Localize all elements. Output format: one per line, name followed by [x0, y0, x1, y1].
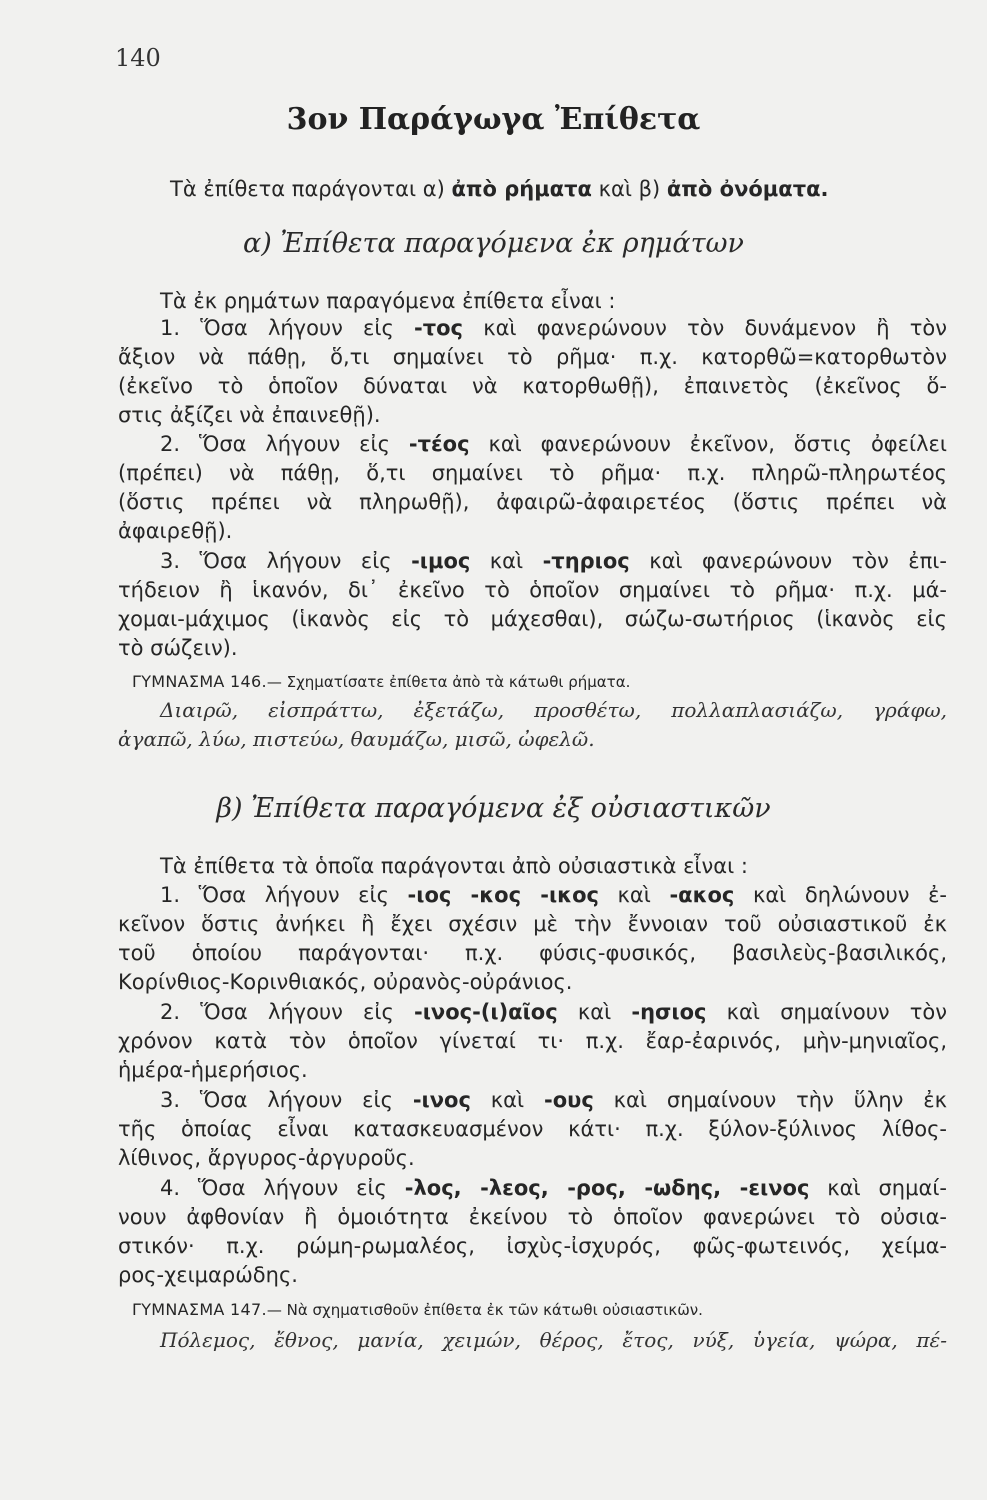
b-item2-line2: χρόνον κατὰ τὸν ὁποῖον γίνεταί τι· π.χ. ἔαρ-ἐαρινός, μὴν-μηνιαῖος, [118, 1029, 947, 1053]
a-item1-line1: 1. Ὅσα λήγουν εἰς -τος καὶ φανερώνουν τὸν δυνάμενον ἢ τὸν [160, 316, 947, 340]
section-b-heading: β) Ἐπίθετα παραγόμενα ἐξ οὐσιαστικῶν [216, 793, 771, 824]
a-item3-line2: τήδειον ἢ ἱκανόν, δι᾿ ἐκεῖνο τὸ ὁποῖον σημαίνει τὸ ρῆμα· π.χ. μά- [118, 578, 947, 602]
exercise-146-line1: Διαιρῶ, εἰσπράττω, ἐξετάζω, προσθέτω, πολλαπλασιάζω, γράφω, [160, 698, 947, 722]
b-item1-line2: κεῖνον ὅστις ἀνήκει ἢ ἔχει σχέσιν μὲ τὴν ἔννοιαν τοῦ οὐσιαστικοῦ ἐκ [118, 912, 947, 936]
a-item2-line1: 2. Ὅσα λήγουν εἰς -τέος καὶ φανερώνουν ἐκεῖνον, ὅστις ὀφείλει [160, 432, 947, 456]
intro-line: Τὰ ἐπίθετα παράγονται α) ἀπὸ ρήματα καὶ β) ἀπὸ ὀνόματα. [170, 177, 829, 201]
b-item4-line2: νουν ἀφθονίαν ἢ ὁμοιότητα ἐκείνου τὸ ὁποῖον φανερώνει τὸ οὐσια- [118, 1205, 947, 1229]
b-item4-line3: στικόν· π.χ. ρώμη-ρωμαλέος, ἰσχὺς-ἰσχυρός, φῶς-φωτεινός, χείμα- [118, 1234, 947, 1258]
page-title: 3ον Παράγωγα Ἐπίθετα [286, 102, 701, 137]
page-number: 140 [115, 44, 161, 72]
b-item1-line1: 1. Ὅσα λήγουν εἰς -ιος -κος -ικος καὶ -ακος καὶ δηλώνουν ἐ- [160, 883, 947, 907]
b-item2-line1: 2. Ὅσα λήγουν εἰς -ινος-(ι)αῖος καὶ -ησιος καὶ σημαίνουν τὸν [160, 1000, 947, 1024]
b-item4-line4: ρος-χειμαρώδης. [118, 1263, 298, 1287]
exercise-146-line2: ἀγαπῶ, λύω, πιστεύω, θαυμάζω, μισῶ, ὠφελῶ. [118, 727, 595, 751]
b-item1-line4: Κορίνθιος-Κορινθιακός, οὐρανὸς-οὐράνιος. [118, 970, 573, 994]
a-item2-line2: (πρέπει) νὰ πάθῃ, ὅ,τι σημαίνει τὸ ρῆμα· π.χ. πληρῶ-πληρωτέος [118, 461, 947, 485]
a-item3-line1: 3. Ὅσα λήγουν εἰς -ιμος καὶ -τηριος καὶ φανερώνουν τὸν ἐπι- [160, 549, 947, 573]
a-item1-line3: (ἐκεῖνο τὸ ὁποῖον δύναται νὰ κατορθωθῇ), ἐπαινετὸς (ἐκεῖνος ὅ- [118, 374, 947, 398]
b-item1-line3: τοῦ ὁποίου παράγονται· π.χ. φύσις-φυσικός, βασιλεὺς-βασιλικός, [118, 941, 947, 965]
a-item3-line4: τὸ σώζειν). [118, 636, 238, 660]
a-item1-line2: ἄξιον νὰ πάθῃ, ὅ,τι σημαίνει τὸ ρῆμα· π.χ. κατορθῶ=κατορθωτὸν [118, 345, 947, 369]
a-item2-line4: ἀφαιρεθῇ). [118, 519, 233, 543]
section-b-lead: Τὰ ἐπίθετα τὰ ὁποῖα παράγονται ἀπὸ οὐσιαστικὰ εἶναι : [160, 854, 748, 878]
b-item4-line1: 4. Ὅσα λήγουν εἰς -λος, -λεος, -ρος, -ωδης, -εινος καὶ σημαί- [160, 1176, 948, 1200]
section-a-heading: α) Ἐπίθετα παραγόμενα ἐκ ρημάτων [243, 228, 744, 259]
b-item3-line3: λίθινος, ἄργυρος-ἀργυροῦς. [118, 1146, 415, 1170]
section-a-lead: Τὰ ἐκ ρημάτων παραγόμενα ἐπίθετα εἶναι : [160, 289, 616, 313]
exercise-147-header: ΓΥΜΝΑΣΜΑ 147.— Νὰ σχηματισθοῦν ἐπίθετα ἐκ τῶν κάτωθι οὐσιαστικῶν. [132, 1300, 703, 1319]
a-item2-line3: (ὅστις πρέπει νὰ πληρωθῇ), ἀφαιρῶ-ἀφαιρετέος (ὅστις πρέπει νὰ [118, 490, 947, 514]
exercise-147-line1: Πόλεμος, ἔθνος, μανία, χειμών, θέρος, ἔτος, νύξ, ὑγεία, ψώρα, πέ- [160, 1328, 947, 1352]
exercise-146-header: ΓΥΜΝΑΣΜΑ 146.— Σχηματίσατε ἐπίθετα ἀπὸ τὰ κάτωθι ρήματα. [132, 672, 631, 691]
a-item3-line3: χομαι-μάχιμος (ἱκανὸς εἰς τὸ μάχεσθαι), σώζω-σωτήριος (ἱκανὸς εἰς [118, 607, 947, 631]
b-item3-line2: τῆς ὁποίας εἶναι κατασκευασμένον κάτι· π.χ. ξύλον-ξύλινος λίθος- [118, 1117, 947, 1141]
b-item3-line1: 3. Ὅσα λήγουν εἰς -ινος καὶ -ους καὶ σημαίνουν τὴν ὕλην ἐκ [160, 1088, 947, 1112]
a-item1-line4: στις ἀξίζει νὰ ἐπαινεθῇ). [118, 403, 381, 427]
b-item2-line3: ἡμέρα-ἡμερήσιος. [118, 1058, 308, 1082]
